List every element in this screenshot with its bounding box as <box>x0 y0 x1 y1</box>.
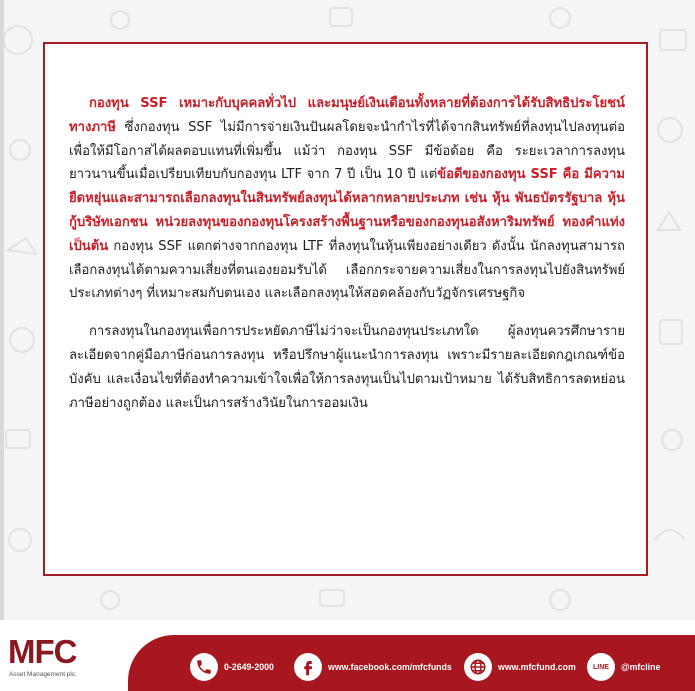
paragraph-2: การลงทุนในกองทุนเพื่อการประหยัดภาษีไม่ว่าจะเป็นกองทุนประเภทใด ผู้ลงทุนควรศึกษารายละเอียดจากคู่มือภาษีก่อนการลงทุน หรือปรึกษาผู้แนะนำการลงทุน เพราะมีรายละเอียดกฎเกณฑ์ข้อบังคับ และเงื่อนไขที่ต้องทำความเข้าใจเพื่อให้การลงทุนเป็นไปตามเป้าหมาย ได้รับสิทธิการลดหย่อนภาษีอย่างถูกต้อง และเป็นการสร้างวินัยในการออมเงิน <box>69 324 625 411</box>
line-icon <box>587 653 615 681</box>
globe-icon <box>464 653 492 681</box>
paragraph-1 <box>69 92 625 306</box>
facebook-url: www.facebook.com/mfcfunds <box>328 662 452 672</box>
website-url: www.mfcfund.com <box>498 662 576 672</box>
phone-icon <box>190 653 218 681</box>
footer <box>0 620 695 691</box>
p1-text-2: กองทุน SSF แตกต่างจากกองทุน LTF ที่ลงทุนในหุ้นเพียงอย่างเดียว ดังนั้น นักลงทุนสามารถเลือกลงทุนได้ตามความเสี่ยงที่ตนเองยอมรับได้ เลือกกระจายความเสี่ยงในการลงทุนไปยังสินทรัพย์ประเภทต่างๆ ที่เหมาะสมกับตนเอง และเลือกลงทุนให้สอดคล้องกับวัฏจักรเศรษฐกิจ <box>69 238 625 302</box>
phone-contact[interactable] <box>190 652 274 682</box>
phone-number: 0-2649-2000 <box>224 662 274 672</box>
p1-text-1: ซึ่งกองทุน SSF ไม่มีการจ่ายเงินปันผลโดยจะนำกำไรที่ได้จากสินทรัพย์ที่ลงทุนไปลงทุนต่อเพื่อให้มีโอกาสได้ผลตอบแทนที่เพิ่มขึ้น แม้ว่า กองทุน SSF มีข้อด้อย คือ ระยะเวลาการลงทุนยาวนานขึ้นเมื่อเปรียบเทียบกับกองทุน LTF จาก 7 ปี เป็น 10 ปี แต่ <box>69 119 625 183</box>
website-contact[interactable] <box>464 652 576 682</box>
line-badge-text: LINE <box>593 663 609 671</box>
logo-wordmark: MFC <box>8 633 77 670</box>
facebook-icon <box>294 653 322 681</box>
left-edge-bar <box>0 0 4 620</box>
mfc-logo <box>8 634 126 686</box>
line-contact[interactable] <box>587 652 660 682</box>
line-id: @mfcline <box>621 662 661 672</box>
article-card <box>43 42 648 576</box>
p1-highlight-2: ข้อดีของกองทุน SSF คือ มีความยืดหยุ่นและสามารถเลือกลงทุนในสินทรัพย์ลงทุนได้หลากหลายประเภท เช่น หุ้น พันธบัตรรัฐบาล หุ้น กู้บริษัทเอกชน หน่วยลงทุนของกองทุนโครงสร้างพื้นฐานหรือของกองทุนอสังหาริมทรัพย์ ทองคำแท่ง เป็นต้น <box>69 167 625 254</box>
article-body <box>69 92 625 429</box>
logo-tagline: Asset Management plc. <box>9 671 77 678</box>
p1-highlight-1: กองทุน SSF เหมาะกับบุคคลทั่วไป และมนุษย์เงินเดือนทั้งหลายที่ต้องการได้รับสิทธิประโยชน์ทางภาษี <box>69 96 625 135</box>
facebook-contact[interactable] <box>294 652 452 682</box>
